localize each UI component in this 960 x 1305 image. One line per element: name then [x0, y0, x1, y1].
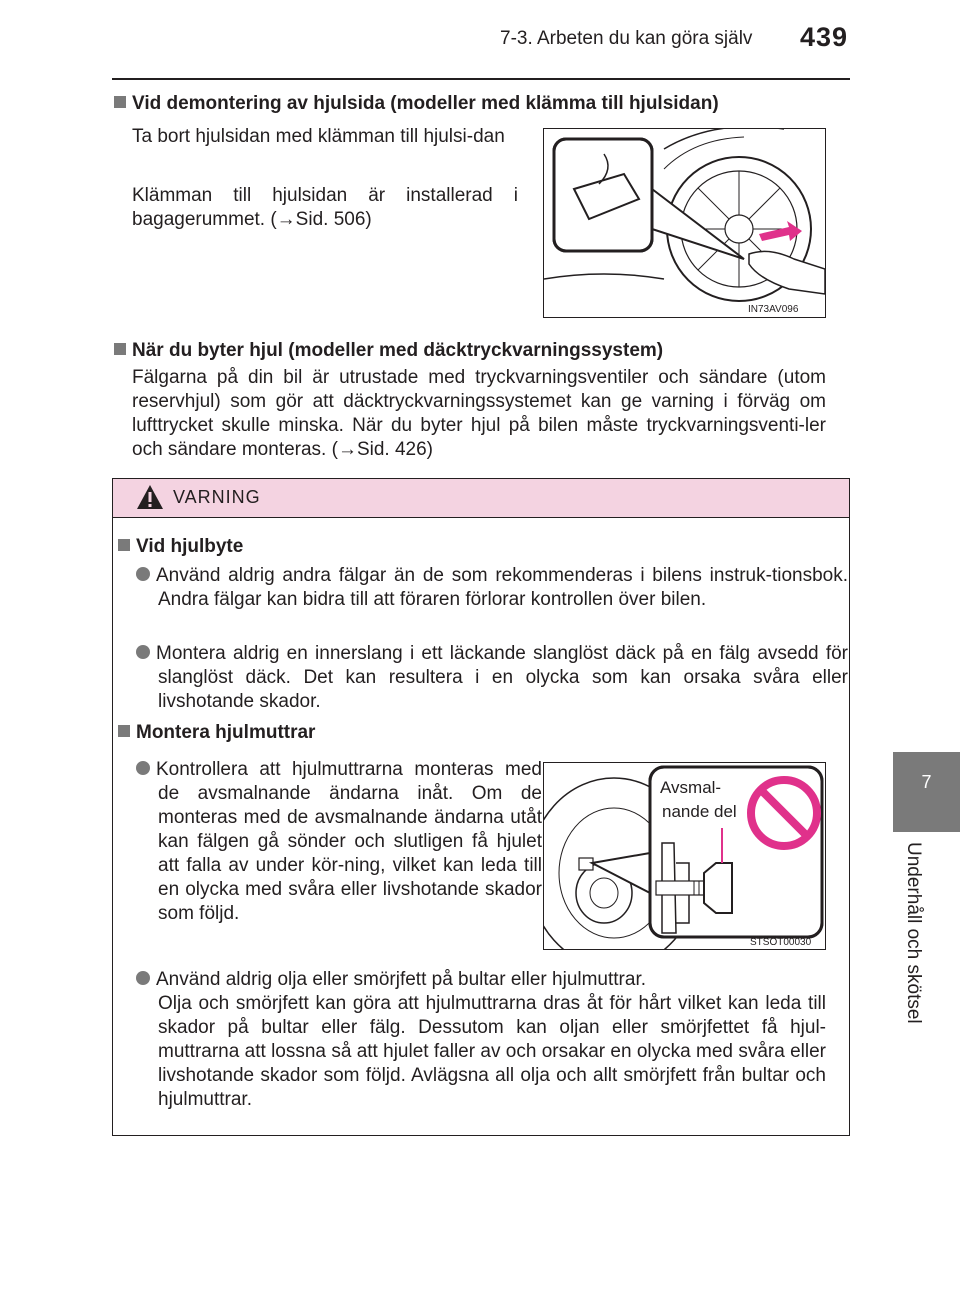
wheel-nut-figure — [543, 762, 826, 950]
section1-para2: Klämman till hjulsidan är installerad i bagagerummet. (→Sid. 506) — [132, 185, 518, 230]
round-bullet-icon — [136, 761, 150, 775]
warning-sub1-heading: Vid hjulbyte — [136, 536, 244, 557]
figure2-label-line1: Avsmal- — [660, 778, 722, 797]
square-bullet-icon — [118, 539, 130, 551]
warning-sub1-bullet2-text: Montera aldrig en innerslang i ett läckande slanglöst däck på en fälg avsedd för slanglöst däck. Det kan resultera i en olycka som kan orsaka svåra eller livshotande skador. — [156, 643, 848, 712]
warning-sub2-bullet2 — [136, 968, 848, 992]
chapter-title-vertical — [900, 842, 930, 1042]
section1-heading-row — [114, 93, 854, 115]
square-bullet-icon — [114, 96, 126, 108]
warning-sub2-bullet2-line2: Olja och smörjfett kan göra att hjulmuttrarna dras åt för hårt vilket kan leda till skador på bultar eller fälg. Dessutom kan oljan eller smörjfettet få hjul-muttrarna att lossna så att hjulet faller av och orsakar en olycka med svåra eller livshotande skador som följd. Avlägsna all olja och allt smörjfett från bultar och hjulmuttrar. — [158, 993, 826, 1110]
section1-heading: Vid demontering av hjulsida (modeller med klämma till hjulsidan) — [132, 93, 719, 114]
square-bullet-icon — [114, 343, 126, 355]
wheel-nut-illustration — [544, 763, 825, 949]
section1-para1: Ta bort hjulsidan med klämman till hjulsi-dan — [132, 126, 505, 147]
warning-sub1-bullet1-text: Använd aldrig andra fälgar än de som rekommenderas i bilens instruk-tionsbok. Andra fälgar kan bidra till att föraren förlorar kontrollen över bilen. — [156, 565, 848, 610]
figure1-code: IN73AV096 — [748, 304, 799, 315]
header-rule — [112, 78, 850, 80]
square-bullet-icon — [118, 725, 130, 737]
warning-sub2-bullet1-text: Kontrollera att hjulmuttrarna monteras med de avsmalnande ändarna inåt. Om de monteras med de avsmalnande ändarna utåt kan fälgen gå sönder och slutligen få hjulet att falla av under kör-ning, vilket kan leda till en olycka med svåra eller livshotande skador som följd. — [156, 759, 542, 924]
section2-heading-row — [114, 340, 854, 362]
wheel-cover-illustration — [544, 129, 825, 317]
warning-sub1-heading-row — [118, 536, 818, 558]
warning-triangle-icon — [136, 484, 164, 510]
section2-para: Fälgarna på din bil är utrustade med tryckvarningsventiler och sändare (utom reservhjul) som gör att däcktryckvarningssystemet kan ge varning i förväg om lufttrycket skulle minska. När du byter hjul på bilen måste tryckvarningsventi-ler och sändare monteras. (→Sid. 426) — [132, 367, 826, 460]
warning-sub2-bullet1 — [136, 758, 542, 926]
warning-sub2-heading-row — [118, 722, 818, 744]
chapter-number: 7 — [921, 772, 932, 792]
round-bullet-icon — [136, 971, 150, 985]
wheel-cover-figure — [543, 128, 826, 318]
section2-heading: När du byter hjul (modeller med däcktryckvarningssystem) — [132, 340, 664, 361]
figure2-code: STSOT00030 — [750, 937, 812, 948]
chapter-title: Underhåll och skötsel — [903, 842, 924, 1024]
round-bullet-icon — [136, 567, 150, 581]
warning-sub1-bullet1 — [136, 564, 848, 612]
warning-sub2-bullet2-line1: Använd aldrig olja eller smörjfett på bultar eller hjulmuttrar. — [156, 969, 647, 990]
warning-sub2-heading: Montera hjulmuttrar — [136, 722, 316, 743]
header-section-title: 7-3. Arbeten du kan göra själv — [500, 28, 753, 49]
warning-sub1-bullet2 — [136, 642, 848, 714]
page-number: 439 — [800, 22, 849, 52]
round-bullet-icon — [136, 645, 150, 659]
figure2-label-line2: nande del — [662, 802, 737, 821]
warning-title: VARNING — [173, 487, 261, 507]
